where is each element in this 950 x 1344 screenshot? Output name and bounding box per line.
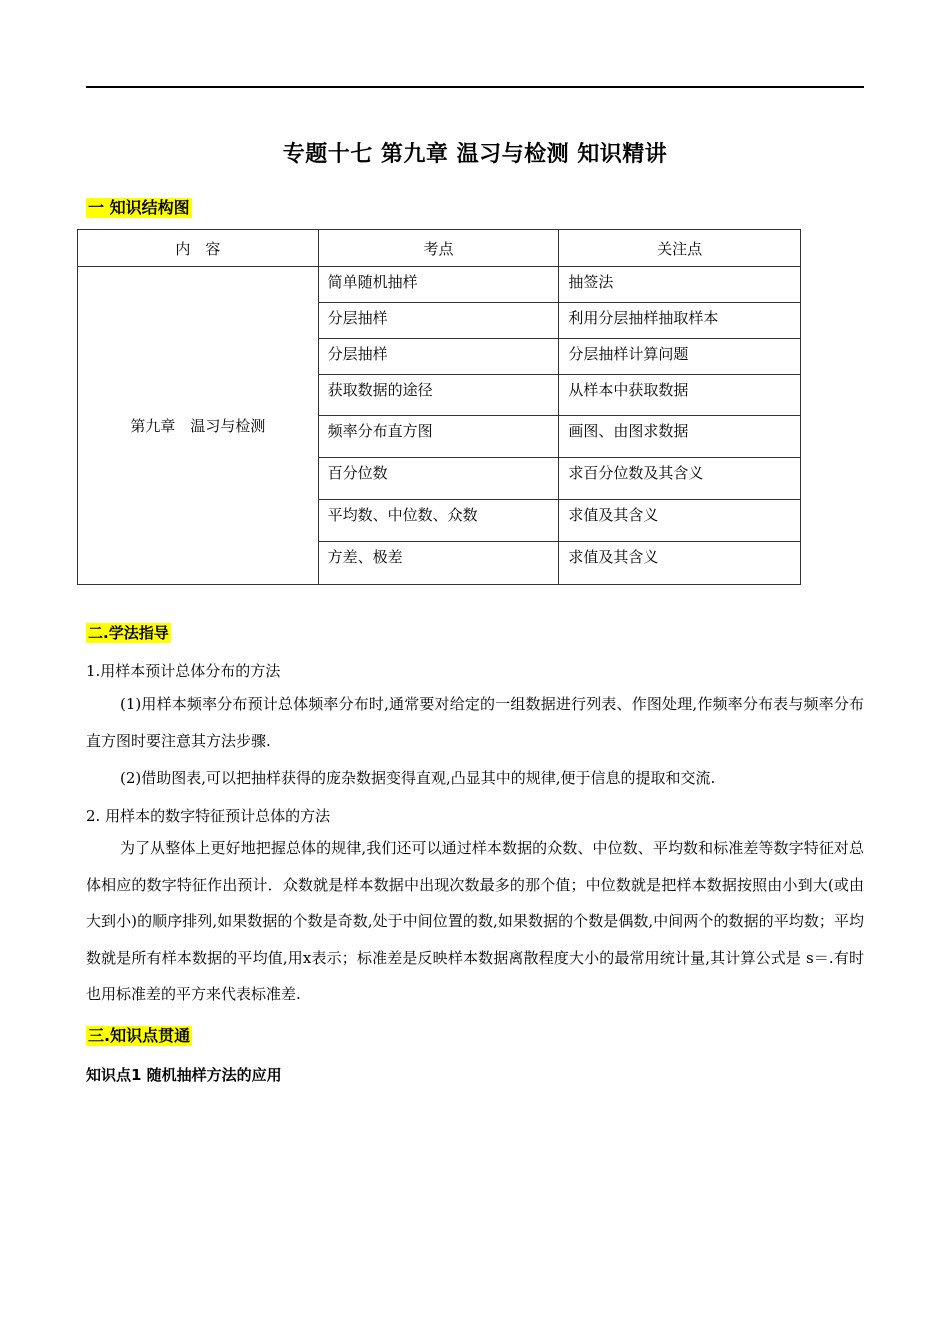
kaodian-cell: 获取数据的途径 bbox=[318, 375, 559, 416]
header-guanzhu: 关注点 bbox=[559, 230, 801, 267]
header-kaodian: 考点 bbox=[318, 230, 559, 267]
item2-paragraph1: 为了从整体上更好地把握总体的规律,我们还可以通过样本数据的众数、中位数、平均数和标准差等数字特征对总体相应的数字特征作出预计．众数就是样本数据中出现次数最多的那个值；中位数就是把样本数据按照由小到大(或由大到小)的顺序排列,如果数据的个数是奇数,处于中间位置的数,如果数据的个数是偶数,中间两个的数据的平均数；平均数就是所有样本数据的平均值,用x表示；标准差是反映样本数据离散程度大小的最常用统计量,其计算公式是 s＝.有时也用标准差的平方来代表标准差. bbox=[86, 839, 864, 1003]
table-row bbox=[78, 267, 801, 303]
item1-paragraph1: (1)用样本频率分布预计总体频率分布时,通常要对给定的一组数据进行列表、作图处理,作频率分布表与频率分布直方图时要注意其方法步骤. bbox=[86, 695, 864, 750]
page-title: 专题十七 第九章 温习与检测 知识精讲 bbox=[282, 142, 668, 167]
kaodian-cell: 分层抽样 bbox=[318, 303, 559, 339]
knowledge-structure-table bbox=[77, 229, 801, 585]
kaodian-cell: 方差、极差 bbox=[318, 542, 559, 585]
kaodian-cell: 百分位数 bbox=[318, 458, 559, 500]
knowledge-point-1-heading: 知识点1 随机抽样方法的应用 bbox=[86, 1066, 282, 1084]
header-rule bbox=[86, 86, 864, 88]
guanzhu-cell: 求百分位数及其含义 bbox=[559, 458, 801, 500]
section-heading-knowledge-points: 三.知识点贯通 bbox=[88, 1026, 191, 1045]
guanzhu-cell: 求值及其含义 bbox=[559, 542, 801, 585]
guanzhu-cell: 抽签法 bbox=[559, 267, 801, 303]
section-heading-structure: 一 知识结构图 bbox=[88, 198, 190, 217]
kaodian-cell: 频率分布直方图 bbox=[318, 416, 559, 458]
kaodian-cell: 简单随机抽样 bbox=[318, 267, 559, 303]
guanzhu-cell: 从样本中获取数据 bbox=[559, 375, 801, 416]
guanzhu-cell: 利用分层抽样抽取样本 bbox=[559, 303, 801, 339]
guanzhu-cell: 分层抽样计算问题 bbox=[559, 339, 801, 375]
guanzhu-cell: 画图、由图求数据 bbox=[559, 416, 801, 458]
kaodian-cell: 分层抽样 bbox=[318, 339, 559, 375]
item1-paragraph2: (2)借助图表,可以把抽样获得的庞杂数据变得直观,凸显其中的规律,便于信息的提取和交流. bbox=[120, 769, 716, 787]
guanzhu-cell: 求值及其含义 bbox=[559, 500, 801, 542]
section-heading-study-guide: 二.学法指导 bbox=[88, 624, 169, 642]
header-content: 内 容 bbox=[78, 230, 319, 267]
kaodian-cell: 平均数、中位数、众数 bbox=[318, 500, 559, 542]
item1-title: 1.用样本预计总体分布的方法 bbox=[86, 662, 281, 680]
item2-title: 2. 用样本的数字特征预计总体的方法 bbox=[86, 807, 331, 825]
chapter-cell: 第九章 温习与检测 bbox=[78, 267, 319, 585]
table-header-row bbox=[78, 230, 801, 267]
